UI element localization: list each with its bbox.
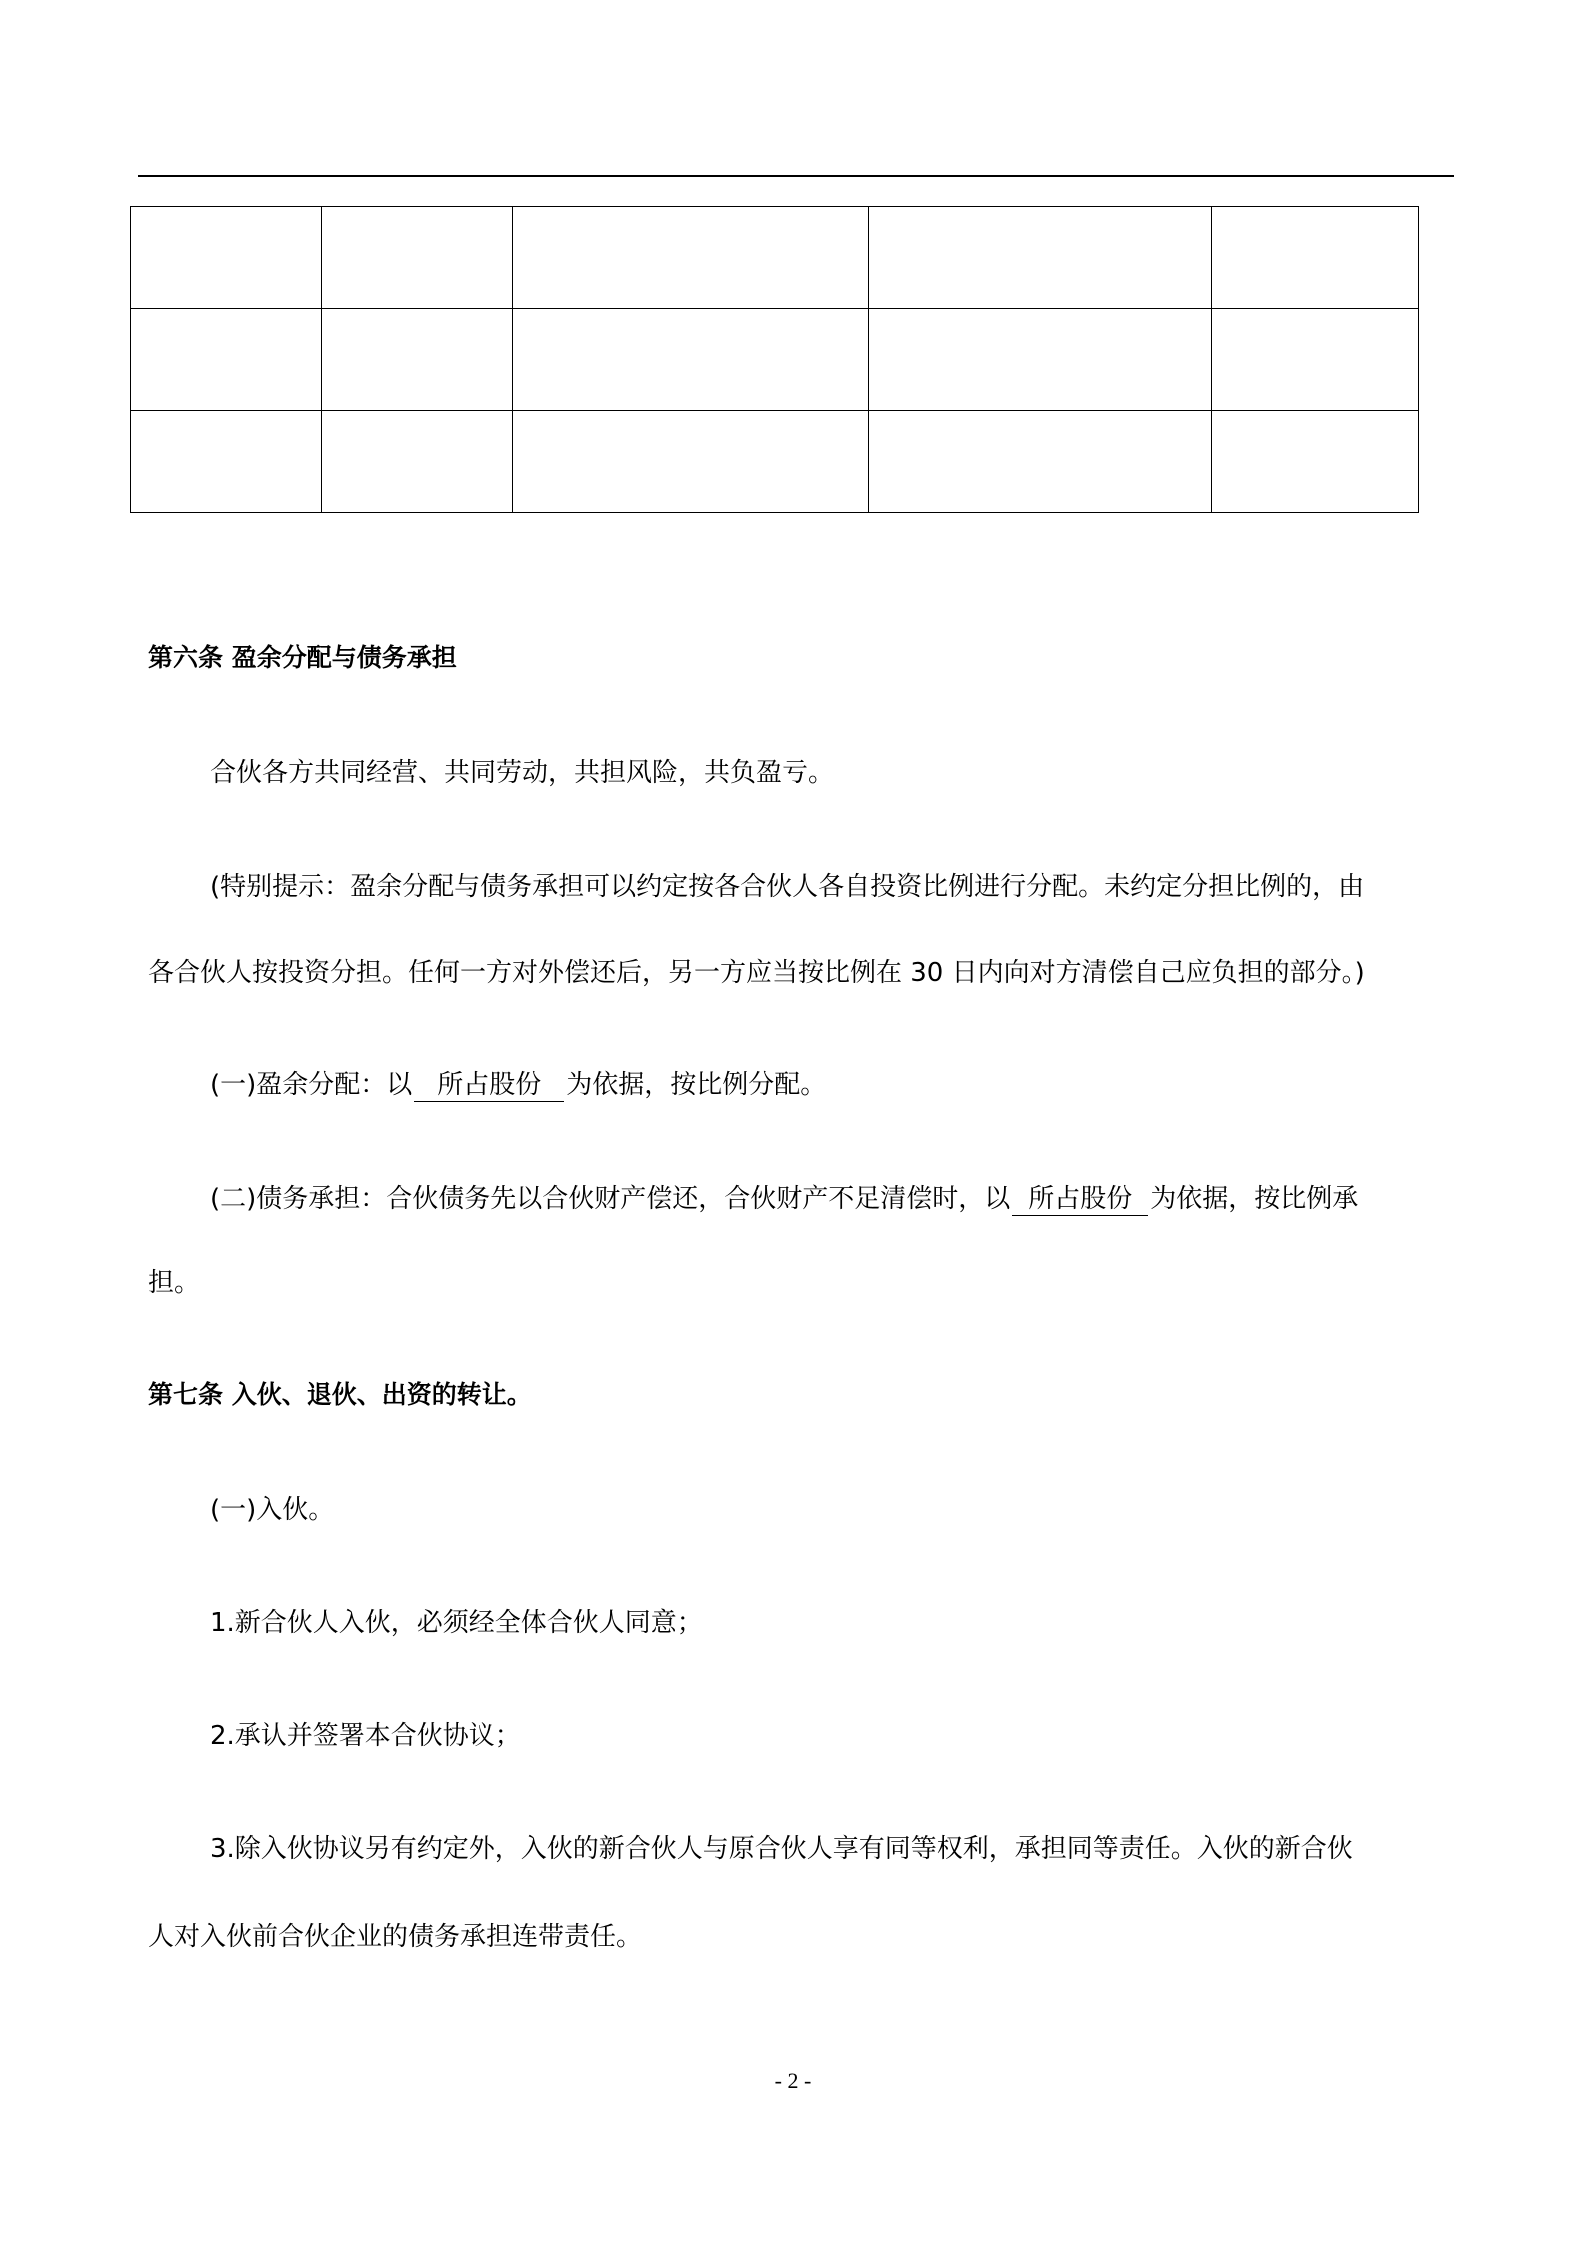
table-cell <box>513 309 869 411</box>
special-note-line-1: (特别提示：盈余分配与债务承担可以约定按各合伙人各自投资比例进行分配。未约定分担比例的，由 <box>210 872 1365 902</box>
table-cell <box>869 411 1212 513</box>
debt-basis-blank: 所占股份 <box>1012 1183 1148 1216</box>
header-rule <box>138 175 1454 177</box>
table-cell <box>1212 411 1419 513</box>
table-cell <box>513 207 869 309</box>
admission-item-1: 1.新合伙人入伙，必须经全体合伙人同意； <box>210 1608 703 1638</box>
admission-item-2: 2.承认并签署本合伙协议； <box>210 1721 521 1751</box>
table-cell <box>1212 207 1419 309</box>
table-cell <box>513 411 869 513</box>
profit-distribution-suffix: 为依据，按比例分配。 <box>566 1070 827 1100</box>
table-cell <box>1212 309 1419 411</box>
partner-table <box>130 206 1419 513</box>
special-note-line-2: 各合伙人按投资分担。任何一方对外偿还后，另一方应当按比例在 30 日内向对方清偿自己应负担的部分。) <box>148 958 1365 988</box>
debt-bearing-line-2: 担。 <box>148 1268 201 1298</box>
debt-bearing-clause <box>210 1181 1450 1217</box>
profit-distribution-clause <box>210 1067 1450 1103</box>
debt-bearing-prefix: (二)债务承担：合伙债务先以合伙财产偿还，合伙财产不足清偿时，以 <box>210 1184 1011 1214</box>
admission-item-3-line-2: 人对入伙前合伙企业的债务承担连带责任。 <box>148 1922 643 1952</box>
table-cell <box>322 309 513 411</box>
table-row <box>131 309 1419 411</box>
table-cell <box>322 411 513 513</box>
table-cell <box>131 411 322 513</box>
article-7-heading: 第七条 入伙、退伙、出资的转让。 <box>148 1380 532 1409</box>
table-cell <box>322 207 513 309</box>
table-row <box>131 411 1419 513</box>
article-6-paragraph: 合伙各方共同经营、共同劳动，共担风险，共负盈亏。 <box>210 758 835 788</box>
table-cell <box>131 309 322 411</box>
profit-distribution-prefix: (一)盈余分配：以 <box>210 1070 413 1100</box>
admission-item-3-line-1: 3.除入伙协议另有约定外，入伙的新合伙人与原合伙人享有同等权利，承担同等责任。入伙的新合伙 <box>210 1834 1353 1864</box>
debt-bearing-suffix: 为依据，按比例承 <box>1150 1184 1359 1214</box>
admission-subheading: (一)入伙。 <box>210 1495 335 1525</box>
article-6-heading: 第六条 盈余分配与债务承担 <box>148 643 457 672</box>
table-cell <box>869 207 1212 309</box>
profit-basis-blank: 所占股份 <box>414 1069 564 1102</box>
table-cell <box>131 207 322 309</box>
page-number: - 2 - <box>774 2068 812 2093</box>
table-row <box>131 207 1419 309</box>
table-cell <box>869 309 1212 411</box>
